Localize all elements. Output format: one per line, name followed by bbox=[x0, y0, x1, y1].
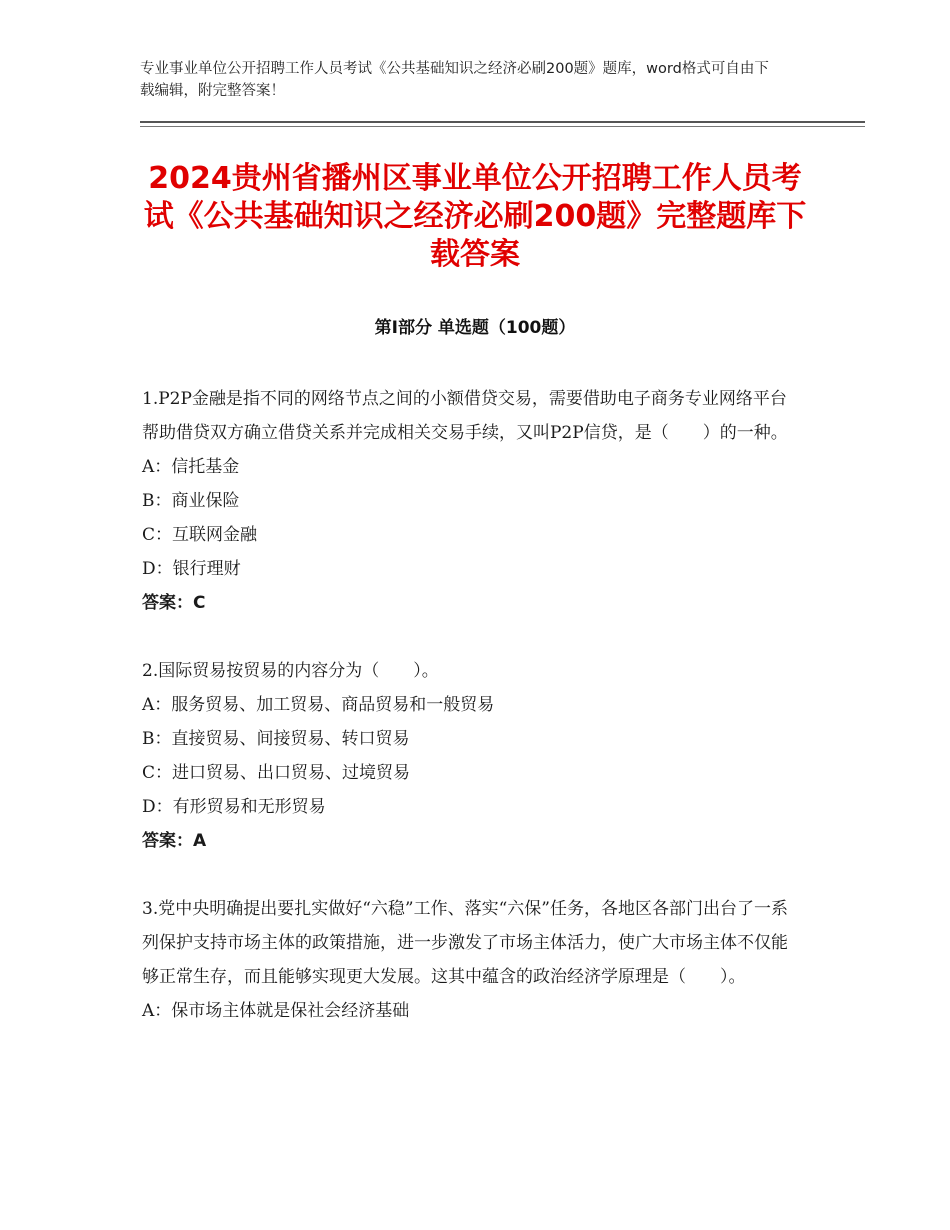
option-a: A：保市场主体就是保社会经济基础 bbox=[142, 1001, 410, 1021]
question-2 bbox=[142, 654, 802, 858]
option-a: A：服务贸易、加工贸易、商品贸易和一般贸易 bbox=[142, 695, 495, 715]
option-b: B：商业保险 bbox=[142, 491, 240, 511]
header-rule-thick bbox=[140, 121, 865, 123]
document-title: 2024贵州省播州区事业单位公开招聘工作人员考试《公共基础知识之经济必刷200题》完整题库下载答案 bbox=[143, 161, 807, 272]
question-stem: 3.党中央明确提出要扎实做好“六稳”工作、落实“六保”任务，各地区各部门出台了一系列保护支持市场主体的政策措施，进一步激发了市场主体活力，使广大市场主体不仅能够正常生存，而且能够实现更大发展。这其中蕴含的政治经济学原理是（ ）。 bbox=[142, 899, 788, 987]
header-note: 专业事业单位公开招聘工作人员考试《公共基础知识之经济必刷200题》题库，word格式可自由下载编辑，附完整答案！ bbox=[140, 61, 769, 99]
option-b: B：直接贸易、间接贸易、转口贸易 bbox=[142, 729, 410, 749]
question-1 bbox=[142, 382, 802, 620]
option-d: D：银行理财 bbox=[142, 559, 241, 579]
answer-line: 答案：A bbox=[142, 831, 207, 851]
header-rule-thin bbox=[140, 126, 865, 127]
option-c: C：互联网金融 bbox=[142, 525, 258, 545]
option-a: A：信托基金 bbox=[142, 457, 240, 477]
answer-line: 答案：C bbox=[142, 593, 206, 613]
question-3 bbox=[142, 892, 802, 1028]
question-stem: 1.P2P金融是指不同的网络节点之间的小额借贷交易，需要借助电子商务专业网络平台帮助借贷双方确立借贷关系并完成相关交易手续，又叫P2P信贷，是（ ）的一种。 bbox=[142, 389, 788, 443]
question-stem: 2.国际贸易按贸易的内容分为（ ）。 bbox=[142, 661, 439, 681]
question-list bbox=[142, 382, 802, 1062]
section-heading: 第Ⅰ部分 单选题（100题） bbox=[374, 318, 576, 338]
option-c: C：进口贸易、出口贸易、过境贸易 bbox=[142, 763, 411, 783]
option-d: D：有形贸易和无形贸易 bbox=[142, 797, 326, 817]
